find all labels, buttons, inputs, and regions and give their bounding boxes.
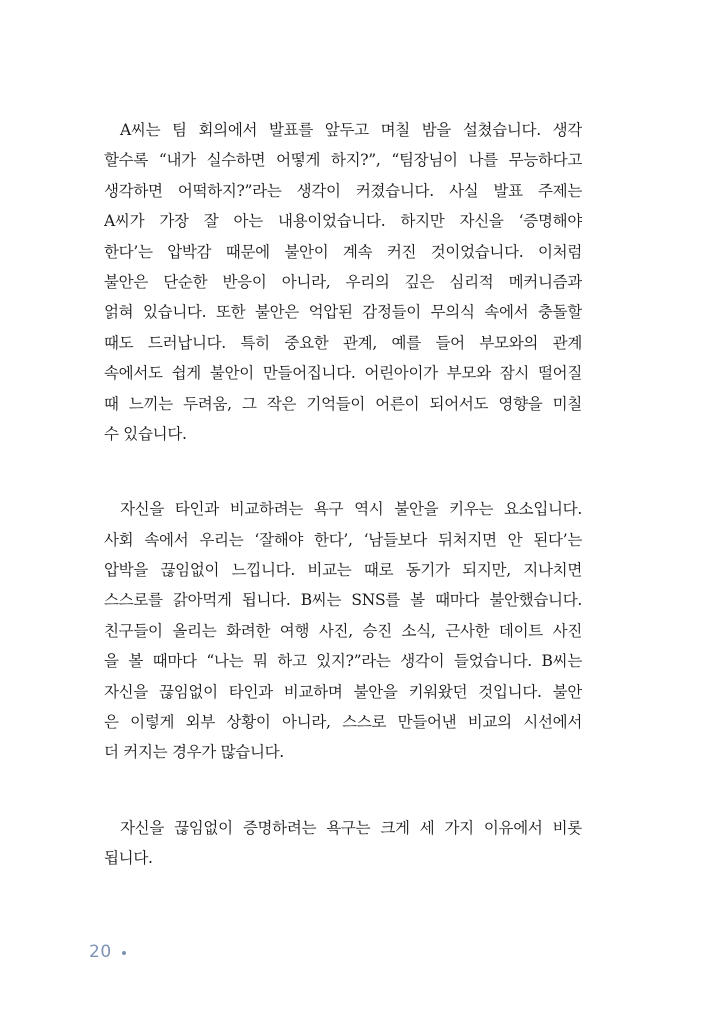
text-line: 자신을 끊임없이 증명하려는 욕구는 크게 세 가지 이유에서 비롯 [120,818,582,837]
page-number-dot [122,951,126,955]
paragraph-gap [104,768,582,813]
text-line: 생각하면 어떡하지?”라는 생각이 커졌습니다. 사실 발표 주제는 [104,181,582,200]
paragraph-2 [104,494,582,768]
text-line: 한다’는 압박감 때문에 불안이 계속 커진 것이었습니다. 이처럼 [104,242,582,261]
text-line: 됩니다. [104,849,153,868]
text-line: 자신을 타인과 비교하려는 욕구 역시 불안을 키우는 요소입니다. [120,500,582,519]
text-line: 은 이렇게 외부 상황이 아니라, 스스로 만들어낸 비교의 시선에서 [104,713,582,732]
text-line: A씨는 팀 회의에서 발표를 앞두고 며칠 밤을 설쳤습니다. 생각 [120,121,582,139]
page-footer [89,942,126,962]
text-line: 때도 드러납니다. 특히 중요한 관계, 예를 들어 부모와의 관계 [104,333,582,352]
text-line: 스스로를 갉아먹게 됩니다. B씨는 SNS를 볼 때마다 불안했습니다. [104,591,582,610]
text-line: 압박을 끊임없이 느낍니다. 비교는 때로 동기가 되지만, 지나치면 [104,561,582,580]
text-line: 친구들이 올리는 화려한 여행 사진, 승진 소식, 근사한 데이트 사진 [104,621,582,640]
text-line: 을 볼 때마다 “나는 뭐 하고 있지?”라는 생각이 들었습니다. B씨는 [104,652,582,671]
text-line: 할수록 “내가 실수하면 어떻게 하지?”, “팀장님이 나를 무능하다고 [104,151,582,170]
text-line: 때 느끼는 두려움, 그 작은 기억들이 어른이 되어서도 영향을 미칠 [104,394,582,413]
text-line: 수 있습니다. [104,424,187,443]
text-line: 얽혀 있습니다. 또한 불안은 억압된 감정들이 무의식 속에서 충돌할 [104,303,582,322]
text-line: 자신을 끊임없이 타인과 비교하며 불안을 키워왔던 것입니다. 불안 [104,682,582,701]
text-line: 더 커지는 경우가 많습니다. [104,743,284,762]
text-line: 속에서도 쉽게 불안이 만들어집니다. 어린아이가 부모와 잠시 떨어질 [104,364,582,383]
paragraph-gap [104,449,582,494]
page-number: 20 [89,942,112,962]
text-line: A씨가 가장 잘 아는 내용이었습니다. 하지만 자신을 ‘증명해야 [104,212,582,231]
text-line: 사회 속에서 우리는 ‘잘해야 한다’, ‘남들보다 뒤처지면 안 된다’는 [104,530,582,549]
text-line: 불안은 단순한 반응이 아니라, 우리의 깊은 심리적 메커니즘과 [104,272,582,291]
paragraph-1 [104,115,582,449]
body-text [104,115,582,874]
paragraph-3 [104,813,582,874]
